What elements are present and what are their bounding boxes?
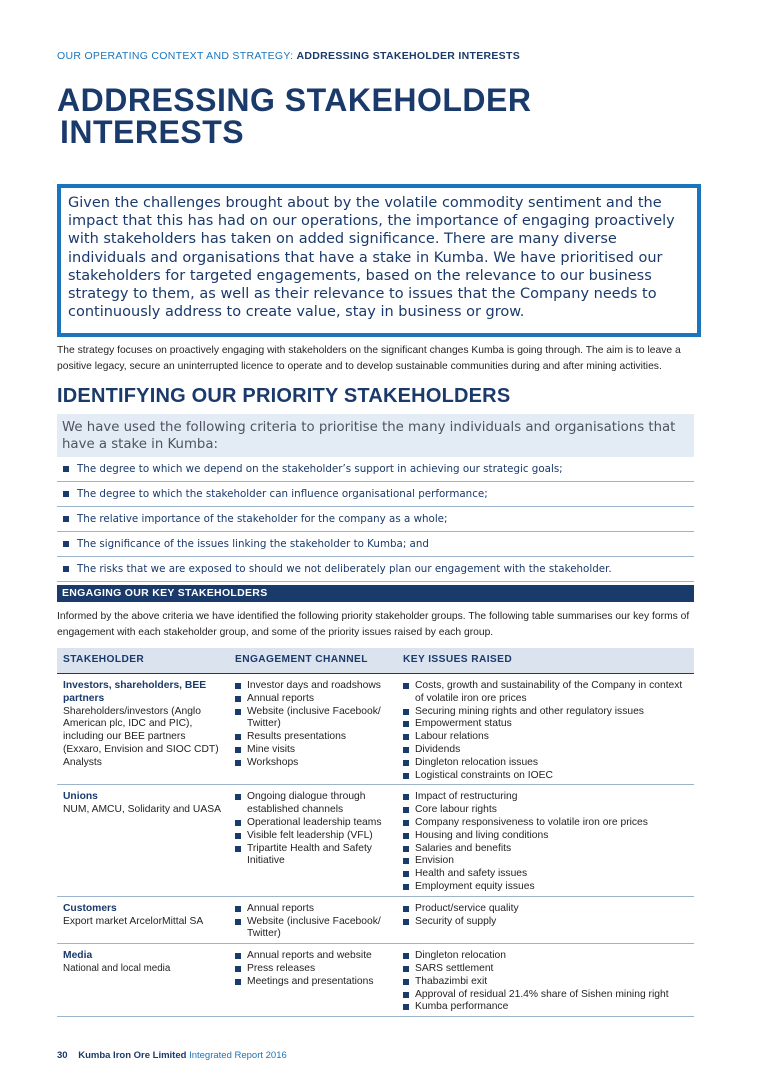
header-stakeholder: STAKEHOLDER	[57, 648, 229, 674]
criterion-item	[57, 457, 694, 482]
engagement-channel-cell	[229, 674, 397, 785]
page-footer	[57, 1050, 287, 1061]
criterion-text: The degree to which we depend on the stakeholder’s support in achieving our strategic goals;	[77, 463, 563, 475]
engagement-channel-cell-list	[235, 680, 391, 770]
key-issues-cell	[397, 944, 694, 1017]
table-row	[57, 944, 694, 1017]
page-number: 30	[57, 1050, 68, 1061]
list-item: Mine visits	[235, 744, 391, 757]
engagement-channel-cell	[229, 944, 397, 1017]
list-item: Results presentations	[235, 731, 391, 744]
list-item: Ongoing dialogue through established channels	[235, 791, 391, 817]
header-key-issues: KEY ISSUES RAISED	[397, 648, 694, 674]
criterion-text: The significance of the issues linking the stakeholder to Kumba; and	[77, 538, 429, 550]
list-item: Health and safety issues	[403, 868, 688, 881]
header-engagement-channel: ENGAGEMENT CHANNEL	[229, 648, 397, 674]
criterion-item	[57, 532, 694, 557]
list-item: Tripartite Health and Safety Initiative	[235, 843, 391, 869]
stakeholder-cell	[57, 785, 229, 896]
list-item: Annual reports and website	[235, 950, 391, 963]
key-issues-cell-list	[403, 903, 688, 929]
intro-callout	[57, 184, 701, 337]
list-item: Core labour rights	[403, 804, 688, 817]
breadcrumb	[57, 50, 520, 62]
list-item: Visible felt leadership (VFL)	[235, 830, 391, 843]
company-name: Kumba Iron Ore Limited	[78, 1050, 187, 1061]
page-title-line1: ADDRESSING STAKEHOLDER	[57, 82, 532, 118]
list-item: Logistical constraints on IOEC	[403, 770, 688, 783]
key-issues-cell	[397, 674, 694, 785]
table-row	[57, 674, 694, 785]
engagement-channel-cell-list	[235, 903, 391, 941]
list-item: Annual reports	[235, 903, 391, 916]
priority-heading: IDENTIFYING OUR PRIORITY STAKEHOLDERS	[57, 385, 511, 407]
list-item: Securing mining rights and other regulatory issues	[403, 706, 688, 719]
key-issues-cell	[397, 785, 694, 896]
criteria-panel	[57, 414, 694, 582]
list-item: Workshops	[235, 757, 391, 770]
list-item: Investor days and roadshows	[235, 680, 391, 693]
list-item: Annual reports	[235, 693, 391, 706]
engagement-channel-cell	[229, 785, 397, 896]
stakeholder-description: Export market ArcelorMittal SA	[63, 915, 204, 927]
stakeholder-name: Media	[63, 950, 93, 962]
engagement-channel-cell-list	[235, 791, 391, 868]
list-item: Operational leadership teams	[235, 817, 391, 830]
square-bullet-icon	[63, 466, 69, 472]
stakeholder-cell	[57, 944, 229, 1017]
list-item: Kumba performance	[403, 1001, 688, 1014]
square-bullet-icon	[63, 491, 69, 497]
list-item: Labour relations	[403, 731, 688, 744]
stakeholder-description: Shareholders/investors (Anglo American plc, IDC and PIC), including our BEE partners (Exxaro, Envision and SIOC CDT) Analysts	[63, 705, 219, 768]
list-item: Meetings and presentations	[235, 976, 391, 989]
stakeholder-cell	[57, 896, 229, 943]
list-item: Envision	[403, 855, 688, 868]
list-item: Dingleton relocation issues	[403, 757, 688, 770]
list-item: Thabazimbi exit	[403, 976, 688, 989]
strategy-paragraph: The strategy focuses on proactively engaging with stakeholders on the significant changes Kumba is going through. The aim is to leave a positive legacy, secure an uninterrupted licence to operate and to develop sustainable communities during and after mining activities.	[57, 345, 681, 372]
list-item: Employment equity issues	[403, 881, 688, 894]
stakeholder-name: Investors, shareholders, BEE partners	[63, 680, 207, 704]
list-item: Security of supply	[403, 916, 688, 929]
criterion-item	[57, 507, 694, 532]
engaging-paragraph: Informed by the above criteria we have identified the following priority stakeholder groups. The following table summarises our key forms of engagement with each stakeholder group, and some of the priority issues raised by each group.	[57, 611, 690, 638]
list-item: Salaries and benefits	[403, 843, 688, 856]
list-item: Dividends	[403, 744, 688, 757]
engaging-heading-bar: ENGAGING OUR KEY STAKEHOLDERS	[57, 585, 694, 602]
intro-text: Given the challenges brought about by the volatile commodity sentiment and the impact that this has had on our operations, the importance of engaging proactively with stakeholders has taken on added significance. There are many diverse individuals and organisations that have a stake in Kumba. We have prioritised our stakeholders for targeted engagements, based on the relevance to our business strategy to them, as well as their relevance to issues that the Company needs to continuously address to create value, stay in business or grow.	[68, 195, 675, 321]
stakeholder-name: Customers	[63, 902, 117, 914]
table-row	[57, 896, 694, 943]
list-item: Company responsiveness to volatile iron ore prices	[403, 817, 688, 830]
square-bullet-icon	[63, 541, 69, 547]
breadcrumb-section: OUR OPERATING CONTEXT AND STRATEGY:	[57, 50, 297, 62]
stakeholder-table	[57, 648, 694, 1017]
table-row	[57, 785, 694, 896]
stakeholder-description: NUM, AMCU, Solidarity and UASA	[63, 804, 221, 816]
list-item: Empowerment status	[403, 718, 688, 731]
breadcrumb-current: ADDRESSING STAKEHOLDER INTERESTS	[296, 50, 521, 62]
key-issues-cell-list	[403, 950, 688, 1014]
stakeholder-name: Unions	[63, 791, 98, 803]
engagement-channel-cell-list	[235, 950, 391, 988]
list-item: Impact of restructuring	[403, 791, 688, 804]
criterion-text: The degree to which the stakeholder can influence organisational performance;	[77, 488, 488, 500]
page-title	[57, 84, 717, 148]
table-header-row	[57, 648, 694, 674]
criterion-item	[57, 557, 694, 582]
list-item: Website (inclusive Facebook/ Twitter)	[235, 706, 391, 732]
stakeholder-description: National and local media	[63, 962, 171, 974]
key-issues-cell-list	[403, 791, 688, 893]
criterion-item	[57, 482, 694, 507]
criterion-text: The relative importance of the stakeholder for the company as a whole;	[77, 513, 448, 525]
list-item: Product/service quality	[403, 903, 688, 916]
list-item: Housing and living conditions	[403, 830, 688, 843]
square-bullet-icon	[63, 566, 69, 572]
page-title-line2: INTERESTS	[60, 114, 245, 150]
stakeholder-cell	[57, 674, 229, 785]
list-item: Approval of residual 21.4% share of Sishen mining right	[403, 989, 688, 1002]
key-issues-cell-list	[403, 680, 688, 782]
list-item: Press releases	[235, 963, 391, 976]
square-bullet-icon	[63, 516, 69, 522]
key-issues-cell	[397, 896, 694, 943]
criterion-text: The risks that we are exposed to should we not deliberately plan our engagement with the stakeholder.	[77, 563, 612, 575]
list-item: Costs, growth and sustainability of the Company in context of volatile iron ore prices	[403, 680, 688, 706]
report-name: Integrated Report 2016	[186, 1050, 287, 1061]
engagement-channel-cell	[229, 896, 397, 943]
list-item: SARS settlement	[403, 963, 688, 976]
list-item: Dingleton relocation	[403, 950, 688, 963]
list-item: Website (inclusive Facebook/ Twitter)	[235, 916, 391, 942]
criteria-lead: We have used the following criteria to prioritise the many individuals and organisations that have a stake in Kumba:	[57, 414, 694, 457]
